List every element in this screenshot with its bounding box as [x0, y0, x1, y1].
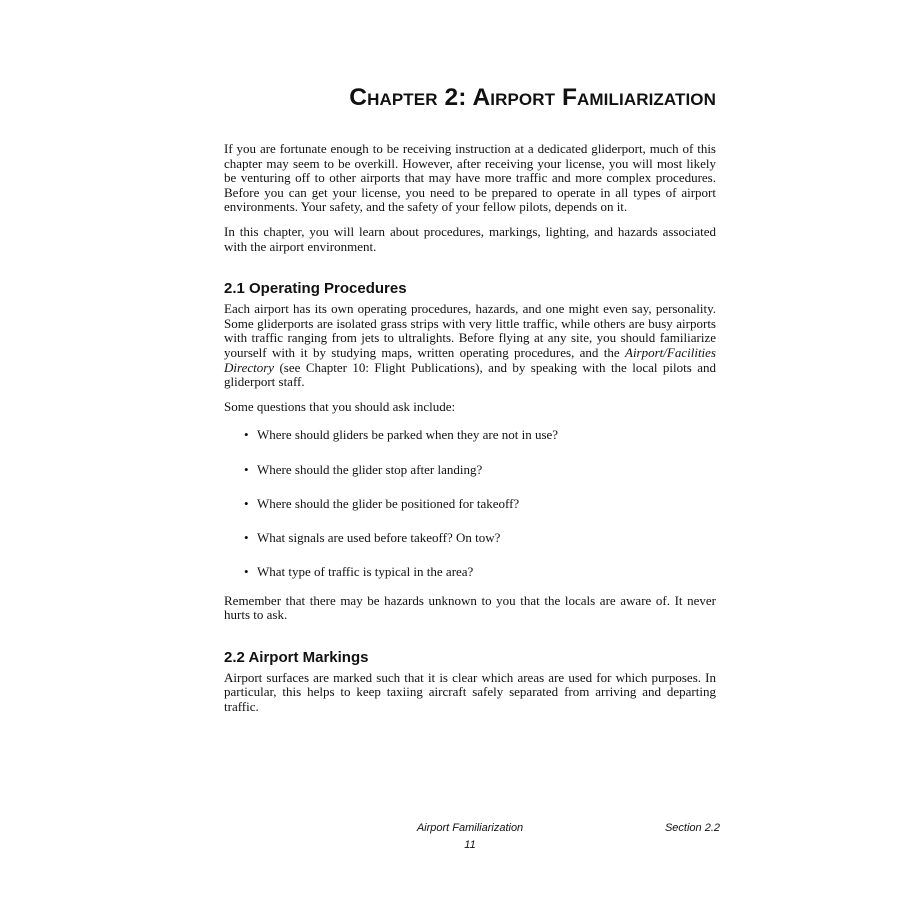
page-number: 11	[464, 839, 476, 851]
chapter-title: Chapter 2: Airport Familiarization	[349, 84, 716, 111]
operating-procedures-text-a: Each airport has its own operating procedures, hazards, and one might even say, personality. Some gliderports are isolated grass strips with very little traffic, while others are busy airports with traffic ranging from jets to ultralights. Before flying at any site, you should familiarize yourself with it by studying maps, written operating procedures, and the	[224, 301, 716, 360]
bullet-icon: •	[244, 529, 249, 545]
airport-facilities-directory-title: Airport/Facilities Directory	[224, 344, 716, 375]
bullet-icon: •	[244, 495, 249, 511]
section-heading-operating-procedures: 2.1 Operating Procedures	[224, 280, 407, 298]
list-item: • What signals are used before takeoff? On tow?	[244, 529, 501, 545]
list-item: • What type of traffic is typical in the area?	[244, 564, 474, 580]
airport-markings-paragraph-1: Airport surfaces are marked such that it is clear which areas are used for which purposes. In particular, this helps to keep taxiing aircraft safely separated from arriving and departing traffic.	[224, 669, 716, 715]
operating-procedures-paragraph-2: Some questions that you should ask include:	[224, 398, 456, 414]
questions-list	[244, 428, 716, 579]
footer-section-label: Section 2.2	[664, 822, 720, 834]
operating-procedures-paragraph-1	[224, 302, 716, 390]
operating-procedures-paragraph-3: Remember that there may be hazards unknown to you that the locals are aware of. It never hurts to ask.	[224, 592, 716, 623]
list-item: • Where should gliders be parked when they are not in use?	[244, 427, 559, 443]
intro-paragraph-1: If you are fortunate enough to be receiving instruction at a dedicated gliderport, much of this chapter may seem to be overkill. However, after receiving your license, you will most likely be venturing off to other airports that may have more traffic and more complex procedures. Before you can get your license, you need to be prepared to operate in all types of airport environments. Your safety, and the safety of your fellow pilots, depends on it.	[224, 141, 716, 215]
bullet-icon: •	[244, 427, 249, 443]
footer-chapter-name: Airport Familiarization	[416, 822, 524, 834]
list-item: • Where should the glider stop after landing?	[244, 461, 483, 477]
operating-procedures-text-b: (see Chapter 10: Flight Publications), and by speaking with the local pilots and gliderport staff.	[224, 359, 716, 390]
list-item: • Where should the glider be positioned for takeoff?	[244, 495, 520, 511]
section-heading-airport-markings: 2.2 Airport Markings	[224, 648, 369, 666]
intro-paragraph-2: In this chapter, you will learn about procedures, markings, lighting, and hazards associated with the airport environment.	[224, 223, 716, 254]
document-body	[224, 142, 716, 725]
bullet-icon: •	[244, 564, 249, 580]
bullet-icon: •	[244, 461, 249, 477]
